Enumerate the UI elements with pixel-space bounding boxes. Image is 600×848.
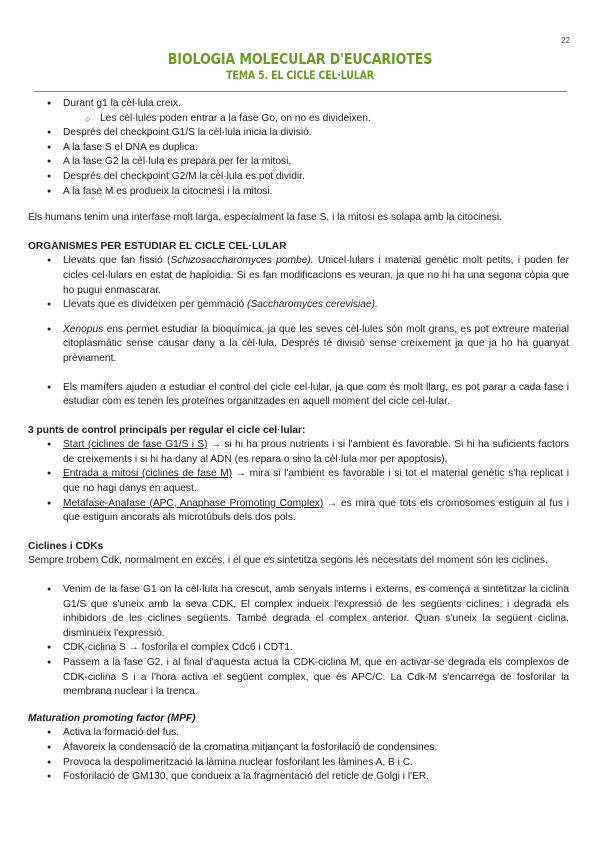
page-number: 22 (561, 36, 570, 45)
list-item: ● Després del checkpoint G1/S la cèl·lula inicia la divisió. (28, 126, 569, 141)
chapter-title: TEMA 5. EL CICLE CEL·LULAR (226, 68, 374, 82)
species-name: Schizosaccharomyces pombe). (170, 255, 314, 267)
list-item: ● Llevats que fan fissió (Schizosaccharomyces pombe). Unicel·lulars i material genètic molt petits, i poden fer cicles cel·lulars en estat de haploidia. Si es fan modificacions es veuran, ja que no hi ha una segona còpia que ho pugui enmascarar. (28, 254, 569, 298)
checkpoint-metaphase: Metafase-Anafase (APC, Anaphase Promoting Complex) (63, 497, 324, 509)
organisms-heading: ORGANISMES PER ESTUDIAR EL CICLE CEL·LULAR (28, 240, 287, 252)
list-item: ● A la fase M es produeix la citocinesi i la mitosi. (28, 185, 569, 200)
organisms-list (28, 254, 569, 409)
mpf-list (28, 726, 569, 784)
list-item: ● Entrada a mitosi (ciclines de fase M) → mira si l'ambient es favorable i si tot el material genètic s'ha replicat i que no hagi danys en aquest. (28, 467, 569, 496)
list-item: ● A la fase G2 la cèl·lula es prepara per fer la mitosi. (28, 155, 569, 170)
checkpoint-mitosis: Entrada a mitosi (ciclines de fase M) (63, 468, 233, 480)
list-item: ○ Les cèl·lules poden entrar a la fase Go, on no es divideixen. (28, 112, 569, 127)
list-item: ● Després del checkpoint G2/M la cèl·lula es pot dividir. (28, 170, 569, 185)
list-item: ● Els mamífers ajuden a estudiar el control del cicle cel·lular, ja que com és molt llarg, es pot parar a cada fase i estudiar com es tenen les proteïnes organitzades en aquell moment del cicle cel·lular. (28, 381, 569, 410)
mpf-heading: Maturation promoting factor (MPF) (28, 712, 196, 724)
document-header (0, 50, 600, 83)
cyclins-intro: Sempre trobem Cdk, normalment en excés, i el que es sintetitza segons les necesitats del moment són les ciclines. (28, 555, 548, 567)
intro-list (28, 97, 569, 199)
list-item: ● Metafase-Anafase (APC, Anaphase Promoting Complex) → es mira que tots els cromosomes estiguin al fus i que estiguin ancorats als microtúbuls dels dos pols. (28, 497, 569, 526)
list-item: ● Durant g1 la cèl·lula creix. (28, 97, 569, 112)
list-item: ● Passem a la fase G2, i al final d'aquesta actua la CDK-ciclina M, que en activar-se degrada els complexos de CDK-ciclina S i a l'hora activa el següent complex, que és APC/C. La Cdk-M s'encarrega de fosforilar la membrana nuclear i la trenca. (28, 656, 569, 700)
course-title: BIOLOGIA MOLECULAR D'EUCARIOTES (167, 50, 433, 68)
list-item: ● A la fase S el DNA es duplica. (28, 141, 569, 156)
list-item: ● Venim de la fase G1 on la cèl·lula ha crescut, amb senyals interns i externs, es comença a sintetitzar la ciclina G1/S que s'uneix amb la seva CDK. El complex indueix l'expressió de les següents ciclines, i degrada els inhibidors de les ciclines següents. També degrada el complex anterior. Quan s'uneix la següent ciclina, disminueix l'expressió. (28, 583, 569, 641)
checkpoint-start: Start (ciclines de fase G1/S i S) (63, 439, 208, 451)
list-item: ● Provoca la despolimerització la làmina nuclear fosforilant les làmines A, B i C. (28, 756, 569, 771)
list-item: ● Activa la formació del fus. (28, 726, 569, 741)
list-item: ● CDK-ciclina S → fosforila el complex Cdc6 i CDT1. (28, 641, 569, 656)
cyclins-heading: Ciclines i CDKs (28, 540, 104, 552)
header-divider (34, 91, 567, 92)
species-name: Xenopus (63, 323, 104, 335)
cyclins-list (28, 583, 569, 700)
list-item: ● Start (ciclines de fase G1/S i S) → si hi ha prous nutrients i si l'ambient és favorable. Si hi ha suficients factors de creixements i si hi ha dany al ADN (es repara o sino la cèl·lula mor per apoptosis). (28, 438, 569, 467)
list-item: ● Fosforilació de GM130, que condueix a la fragmentació del reticle de Golgi i l'ER. (28, 770, 569, 785)
list-item: ● Afavoreix la condensació de la cromatina mitjançant la fosforilació de condensines. (28, 741, 569, 756)
checkpoints-heading: 3 punts de control principals per regular el cicle cel·lular: (28, 424, 306, 436)
list-item: ● Xenopus ens permet estudiar la bioquímica, ja que les seves cèl·lules són molt grans, es pot extreure material citoplasmàtic sense causar dany a la cèl·lula. Després té divisió sense creixement ja que ja ho ha guanyat prèviament. (28, 323, 569, 367)
species-name: (Saccharomyces cerevisiae). (247, 299, 378, 311)
list-item: ● Llevats que es divideixen per gemmació (Saccharomyces cerevisiae). (28, 298, 569, 313)
page-content (28, 97, 569, 785)
interphase-note: Els humans tenim una interfase molt larga, especialment la fase S, i la mitosi es solapa amb la citocinesi. (28, 212, 502, 224)
checkpoints-list (28, 438, 569, 526)
